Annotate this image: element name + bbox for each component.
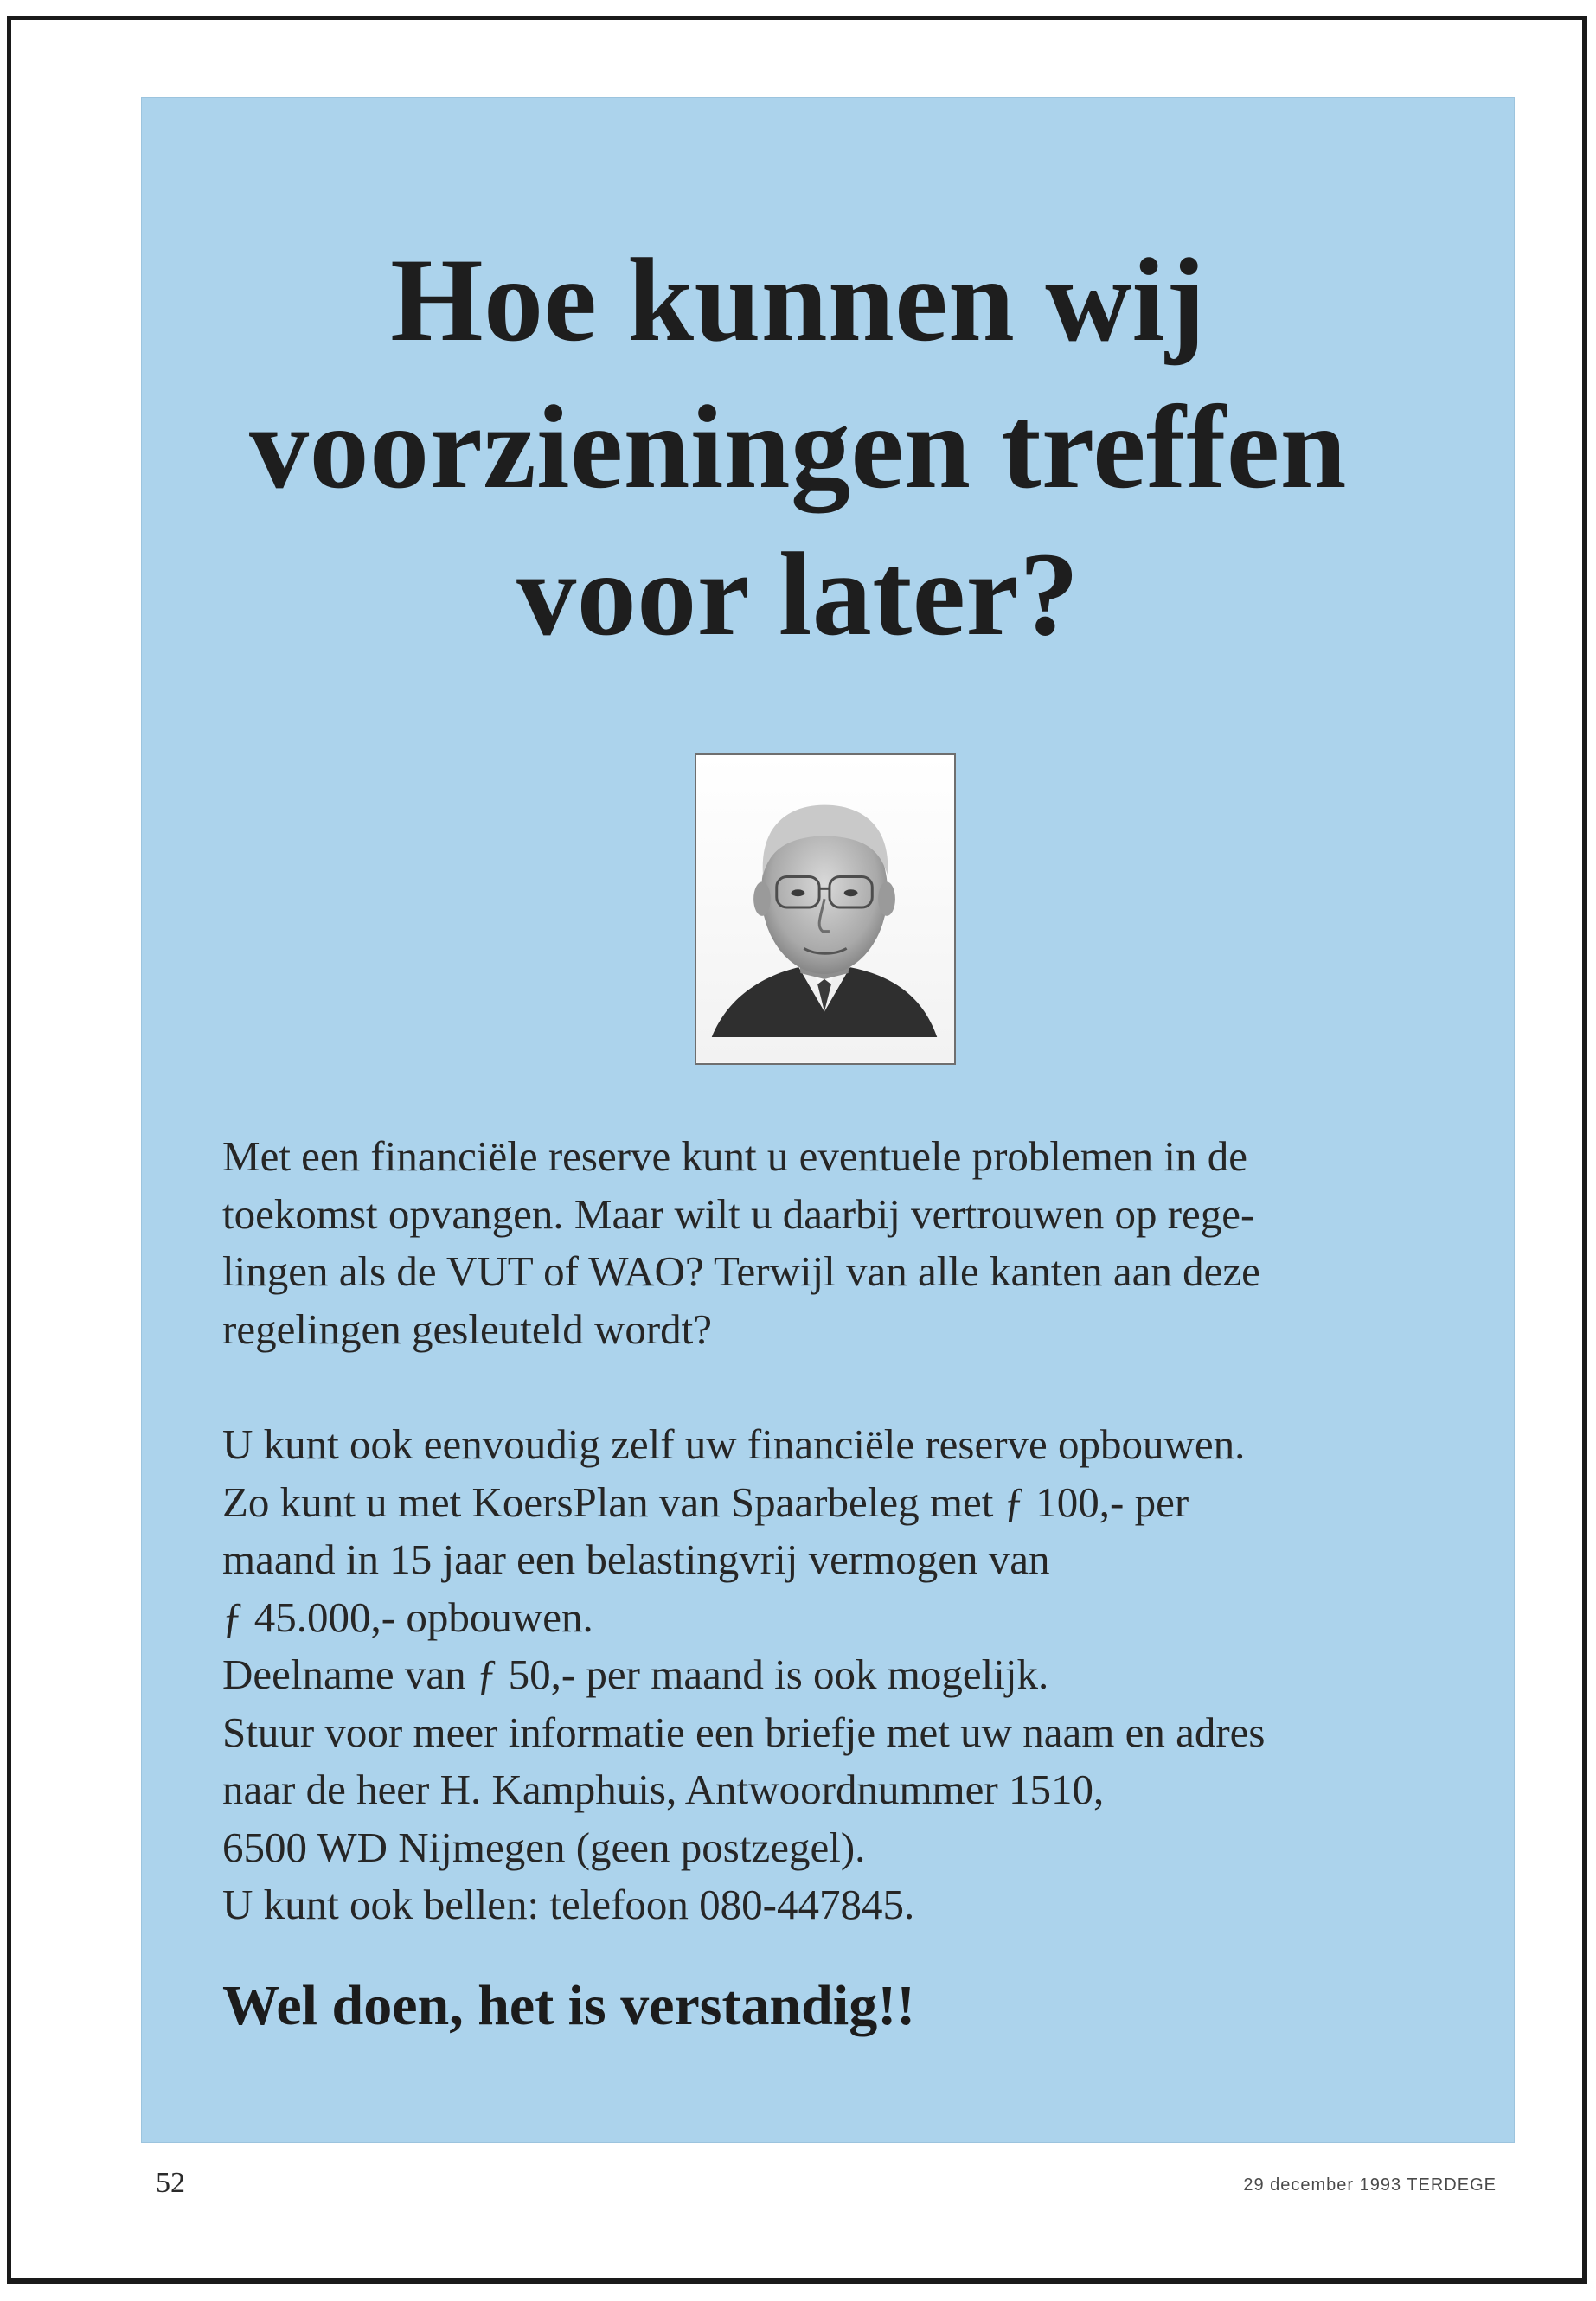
paragraph-2-line: 6500 WD Nijmegen (geen postzegel). <box>222 1823 866 1871</box>
closing-slogan: Wel doen, het is verstandig!! <box>222 1974 916 2037</box>
paragraph-2-line: Stuur voor meer informatie een briefje met uw naam en adres <box>222 1708 1266 1756</box>
issue-footer: 29 december 1993 TERDEGE <box>1243 2176 1497 2195</box>
body-paragraph-1 <box>222 1128 1468 1358</box>
paragraph-2-line: maand in 15 jaar een belastingvrij vermogen van <box>222 1535 1050 1583</box>
paragraph-1-line: lingen als de VUT of WAO? Terwijl van alle kanten aan deze <box>222 1247 1260 1295</box>
headline-line-2: voorzieningen treffen <box>249 381 1347 513</box>
portrait-photo <box>695 753 956 1065</box>
paragraph-1-line: toekomst opvangen. Maar wilt u daarbij vertrouwen op rege- <box>222 1189 1255 1238</box>
paragraph-2-line: ƒ 45.000,- opbouwen. <box>222 1593 593 1641</box>
headline <box>0 227 1596 668</box>
portrait-illustration <box>696 755 954 1063</box>
paragraph-2-line: Deelname van ƒ 50,- per maand is ook mogelijk. <box>222 1650 1049 1698</box>
paragraph-2-line: U kunt ook bellen: telefoon 080-447845. <box>222 1881 915 1928</box>
paragraph-2-line: U kunt ook eenvoudig zelf uw financiële reserve opbouwen. <box>222 1420 1246 1468</box>
headline-line-1: Hoe kunnen wij <box>390 234 1206 366</box>
paragraph-2-line: Zo kunt u met KoersPlan van Spaarbeleg met ƒ 100,- per <box>222 1477 1189 1526</box>
paragraph-2-line: naar de heer H. Kamphuis, Antwoordnummer 1510, <box>222 1766 1105 1813</box>
paragraph-1-line: regelingen gesleuteld wordt? <box>222 1304 713 1353</box>
paragraph-1-line: Met een financiële reserve kunt u eventuele problemen in de <box>222 1132 1248 1180</box>
page-number: 52 <box>156 2167 185 2199</box>
body-paragraph-2 <box>222 1416 1468 1934</box>
headline-line-3: voor later? <box>516 528 1080 660</box>
